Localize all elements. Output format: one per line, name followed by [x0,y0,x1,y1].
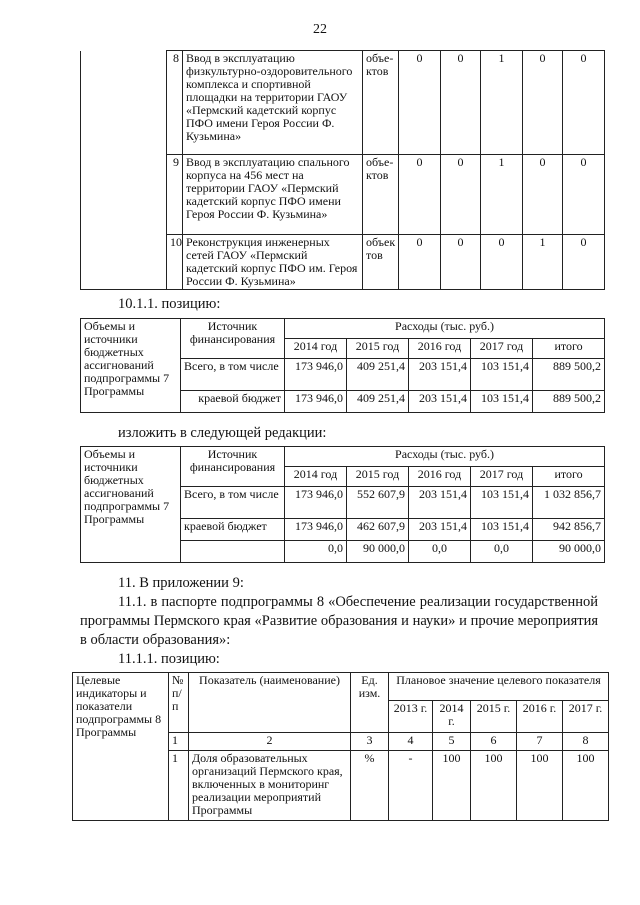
year-header: 2016 год [409,467,471,487]
year-header: 2014 год [285,467,347,487]
value-cell: 90 000,0 [533,541,605,563]
value-cell: 90 000,0 [347,541,409,563]
year-header: итого [533,339,605,359]
year-header: 2016 год [409,339,471,359]
year-header: 2013 г. [389,701,433,733]
year-header: 2014 год [285,339,347,359]
value-cell: 203 151,4 [409,519,471,541]
value-cell: 100 [471,751,517,821]
value-cell: 0,0 [409,541,471,563]
unit-header: Ед. изм. [351,673,389,733]
col-number: 7 [517,733,563,751]
col-number: 3 [351,733,389,751]
expenses-header: Расходы (тыс. руб.) [285,319,605,339]
value-cell: 0 [523,51,563,155]
financing-table-new [80,446,605,563]
year-header: 2015 г. [471,701,517,733]
col-number: 5 [433,733,471,751]
section-label: Объемы и источники бюджетных ассигнований подпрограммы 7 Программы [81,319,181,413]
row-label: Всего, в том числе [181,487,285,519]
value-cell: 203 151,4 [409,487,471,519]
top-table [80,50,605,290]
value-cell: 103 151,4 [471,487,533,519]
value-cell: 889 500,2 [533,359,605,391]
year-header: 2017 год [471,339,533,359]
value-cell: 103 151,4 [471,359,533,391]
year-header: итого [533,467,605,487]
value-cell: 1 [481,155,523,235]
value-cell: - [389,751,433,821]
value-cell: 103 151,4 [471,391,533,413]
name-header: Показатель (наименование) [189,673,351,733]
value-cell: 0 [563,51,605,155]
table-row [81,235,605,290]
row-label: Всего, в том числе [181,359,285,391]
financing-table-old [80,318,605,413]
row-number: 10 [167,235,183,290]
table-row [81,155,605,235]
value-cell: 0 [441,51,481,155]
paragraph: 11. В приложении 9: [118,575,244,591]
col-number: 2 [189,733,351,751]
value-cell: 0,0 [285,541,347,563]
unit: % [351,751,389,821]
col-number: 4 [389,733,433,751]
col-number: 6 [471,733,517,751]
num-header: № п/п [169,673,189,733]
year-header: 2015 год [347,339,409,359]
paragraph: 11.1.1. позицию: [118,651,220,667]
value-cell: 0 [563,235,605,290]
unit: объек тов [363,235,399,290]
value-cell: 0 [481,235,523,290]
value-cell: 1 [523,235,563,290]
value-cell: 203 151,4 [409,359,471,391]
value-cell: 100 [563,751,609,821]
year-header: 2017 г. [563,701,609,733]
value-cell: 942 856,7 [533,519,605,541]
paragraph: 11.1. в паспорте подпрограммы 8 «Обеспечение реализации государственной программы Пермского края «Развитие образования и науки» и прочие мероприятия в области образования»: [80,594,598,648]
indicators-table [72,672,609,821]
section-label: Объемы и источники бюджетных ассигнований подпрограммы 7 Программы [81,447,181,563]
value-cell: 0 [399,235,441,290]
unit: объе-ктов [363,155,399,235]
row-number: 9 [167,155,183,235]
source-header: Источник финансирования [181,319,285,359]
value-cell: 462 607,9 [347,519,409,541]
value-cell: 0 [399,155,441,235]
year-header: 2015 год [347,467,409,487]
value-cell: 0 [399,51,441,155]
value-cell: 173 946,0 [285,487,347,519]
value-cell: 0 [563,155,605,235]
value-cell: 1 [481,51,523,155]
table-row [81,51,605,155]
paragraph: изложить в следующей редакции: [118,425,327,441]
indicator-name: Реконструкция инженерных сетей ГАОУ «Пермский кадетский корпус ПФО им. Героя России Ф. Кузьмина» [183,235,363,290]
source-header: Источник финансирования [181,447,285,487]
value-cell: 100 [517,751,563,821]
value-cell: 103 151,4 [471,519,533,541]
col-number: 1 [169,733,189,751]
row-number: 1 [169,751,189,821]
value-cell: 203 151,4 [409,391,471,413]
year-header: 2017 год [471,467,533,487]
value-cell: 173 946,0 [285,359,347,391]
value-cell: 889 500,2 [533,391,605,413]
indicator-name: Ввод в эксплуатацию спального корпуса на 456 мест на территории ГАОУ «Пермский кадетский корпус ПФО имени Героя России Ф. Кузьмина» [183,155,363,235]
row-number: 8 [167,51,183,155]
value-cell: 409 251,4 [347,359,409,391]
row-label: краевой бюджет [181,391,285,413]
paragraph: 10.1.1. позицию: [118,296,221,312]
unit: объе-ктов [363,51,399,155]
page-number: 22 [313,22,327,37]
value-cell: 552 607,9 [347,487,409,519]
year-header: 2016 г. [517,701,563,733]
indicator-name: Доля образовательных организаций Пермского края, включенных в мониторинг реализации мероприятий Программы [189,751,351,821]
value-cell: 1 032 856,7 [533,487,605,519]
value-cell: 173 946,0 [285,391,347,413]
value-cell: 409 251,4 [347,391,409,413]
value-cell: 0 [441,235,481,290]
value-cell: 173 946,0 [285,519,347,541]
section-label: Целевые индикаторы и показатели подпрограммы 8 Программы [73,673,169,821]
year-header: 2014 г. [433,701,471,733]
expenses-header: Расходы (тыс. руб.) [285,447,605,467]
value-cell: 0 [523,155,563,235]
value-cell: 0 [441,155,481,235]
indicator-name: Ввод в эксплуатацию физкультурно-оздоровительного комплекса и спортивной площадки на территории ГАОУ «Пермский кадетский корпус ПФО имени Героя России Ф. Кузьмина» [183,51,363,155]
col-number: 8 [563,733,609,751]
row-label: краевой бюджет [181,519,285,541]
plan-header: Плановое значение целевого показателя [389,673,609,701]
value-cell: 0,0 [471,541,533,563]
value-cell: 100 [433,751,471,821]
